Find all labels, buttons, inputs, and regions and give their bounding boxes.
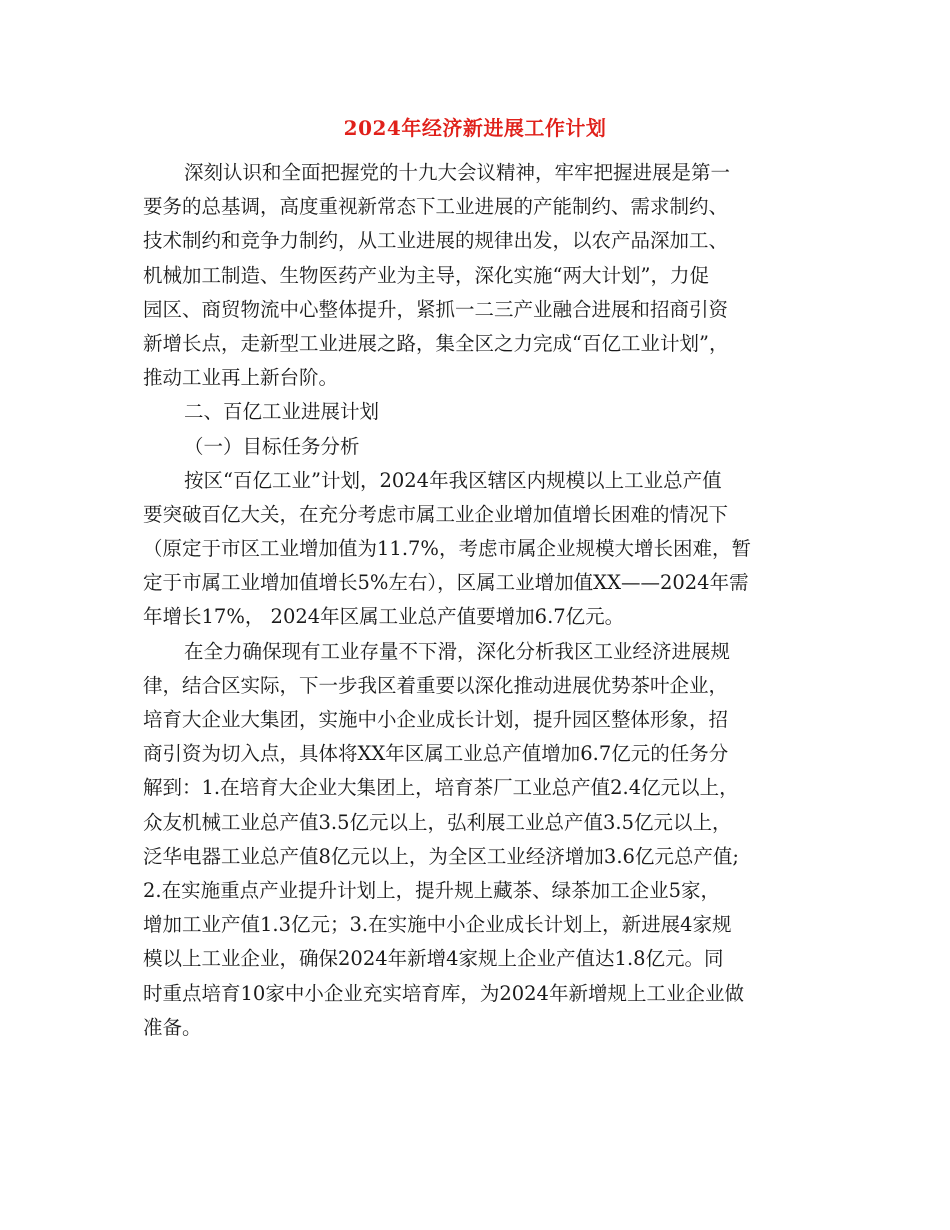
paragraph-line: 泛华电器工业总产值8亿元以上，为全区工业经济增加3.6亿元总产值; bbox=[143, 844, 739, 868]
paragraph-line: 园区、商贸物流中心整体提升，紧抓一二三产业融合进展和招商引资 bbox=[143, 297, 729, 321]
paragraph-line: 推动工业再上新台阶。 bbox=[143, 366, 339, 390]
document-title: 2024年经济新进展工作计划 bbox=[343, 116, 607, 140]
paragraph-line: 2.在实施重点产业提升计划上，提升规上藏茶、绿茶加工企业5家， bbox=[143, 878, 721, 902]
paragraph-line: 技术制约和竞争力制约，从工业进展的规律出发，以农产品深加工、 bbox=[143, 229, 729, 253]
paragraph-line: 机械加工制造、生物医药产业为主导，深化实施“两大计划”，力促 bbox=[143, 263, 709, 287]
paragraph-line: 新增长点，走新型工业进展之路，集全区之力完成“百亿工业计划”， bbox=[143, 331, 729, 355]
paragraph-line: 律，结合区实际，下一步我区着重要以深化推动进展优势茶叶企业， bbox=[143, 673, 729, 697]
paragraph-line: 增加工业产值1.3亿元；3.在实施中小企业成长计划上，新进展4家规 bbox=[143, 913, 732, 937]
paragraph-line: 众友机械工业总产值3.5亿元以上，弘利展工业总产值3.5亿元以上， bbox=[143, 810, 732, 834]
paragraph-line: 要突破百亿大关，在充分考虑市属工业企业增加值增长困难的情况下 bbox=[143, 502, 729, 526]
paragraph-line: 准备。 bbox=[143, 1015, 202, 1039]
paragraph-line: 时重点培育10家中小企业充实培育库，为2024年新增规上工业企业做 bbox=[143, 981, 744, 1005]
subsection-heading: （一）目标任务分析 bbox=[184, 434, 360, 458]
paragraph-line: 模以上工业企业，确保2024年新增4家规上企业产值达1.8亿元。同 bbox=[143, 947, 724, 971]
paragraph-line: 年增长17%， 2024年区属工业总产值要增加6.7亿元。 bbox=[143, 605, 625, 629]
paragraph-line: （原定于市区工业增加值为11.7%，考虑市属企业规模大增长困难，暂 bbox=[143, 537, 751, 561]
paragraph-line: 培育大企业大集团，实施中小企业成长计划，提升园区整体形象，招 bbox=[143, 708, 729, 731]
paragraph-line: 解到：1.在培育大企业大集团上，培育茶厂工业总产值2.4亿元以上， bbox=[143, 776, 739, 800]
paragraph-line: 要务的总基调，高度重视新常态下工业进展的产能制约、需求制约、 bbox=[143, 195, 729, 219]
document-body bbox=[143, 156, 803, 1045]
paragraph-line: 深刻认识和全面把握党的十九大会议精神，牢牢把握进展是第一 bbox=[184, 161, 731, 184]
paragraph-line: 商引资为切入点，具体将XX年区属工业总产值增加6.7亿元的任务分 bbox=[143, 742, 729, 766]
section-heading: 二、百亿工业进展计划 bbox=[184, 400, 380, 424]
paragraph-line: 定于市属工业增加值增长5%左右），区属工业增加值XX——2024年需 bbox=[143, 571, 749, 595]
paragraph-line: 在全力确保现有工业存量不下滑，深化分析我区工业经济进展规 bbox=[184, 639, 731, 663]
paragraph-line: 按区“百亿工业”计划，2024年我区辖区内规模以上工业总产值 bbox=[184, 468, 722, 492]
